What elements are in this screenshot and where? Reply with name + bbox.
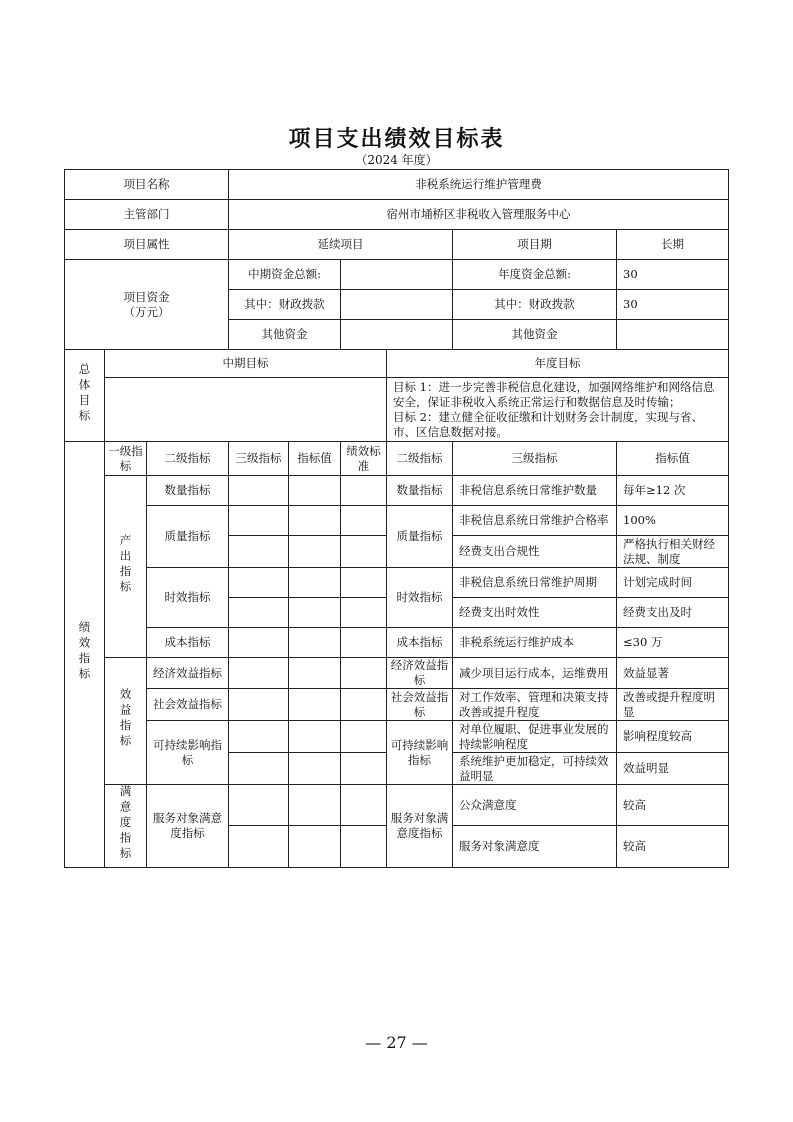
year-fiscal-label: 其中：财政拨款 xyxy=(453,290,617,320)
quality-indicator-b: 质量指标 xyxy=(387,506,453,568)
empty-cell xyxy=(341,598,387,628)
empty-cell xyxy=(341,785,387,826)
project-name-value: 非税系统运行维护管理费 xyxy=(229,170,729,200)
performance-target-table xyxy=(64,169,729,868)
service-indicator-b: 服务对象满意度指标 xyxy=(387,785,453,868)
timeliness-value-1: 计划完成时间 xyxy=(617,568,729,598)
empty-cell xyxy=(341,628,387,658)
header-value: 指标值 xyxy=(289,442,341,476)
header-level2: 二级指标 xyxy=(147,442,229,476)
fund-label-text: 项目资金 xyxy=(123,289,170,304)
header-level3: 三级指标 xyxy=(229,442,289,476)
fund-label xyxy=(65,260,229,350)
empty-cell xyxy=(289,476,341,506)
page-title: 项目支出绩效目标表 xyxy=(288,126,505,152)
mid-total-label: 中期资金总额: xyxy=(229,260,341,290)
economic-level3: 减少项目运行成本，运维费用 xyxy=(453,658,617,689)
period-value: 长期 xyxy=(617,230,729,260)
empty-cell xyxy=(289,721,341,753)
cost-indicator-b: 成本指标 xyxy=(387,628,453,658)
empty-cell xyxy=(341,826,387,867)
service-value-1: 较高 xyxy=(617,785,729,826)
quantity-indicator: 数量指标 xyxy=(147,476,229,506)
header-level1: 一级指标 xyxy=(105,442,147,476)
cost-value: ≤30 万 xyxy=(617,628,729,658)
empty-cell xyxy=(289,628,341,658)
empty-cell xyxy=(341,658,387,689)
quality-level3-2: 经费支出合规性 xyxy=(453,536,617,568)
attr-label: 项目属性 xyxy=(65,230,229,260)
empty-cell xyxy=(289,826,341,867)
empty-cell xyxy=(341,568,387,598)
mid-other-value xyxy=(341,320,453,350)
empty-cell xyxy=(289,536,341,568)
satisfaction-indicator-text: 满意度指标 xyxy=(118,785,133,863)
empty-cell xyxy=(229,598,289,628)
timeliness-indicator: 时效指标 xyxy=(147,568,229,628)
empty-cell xyxy=(229,689,289,721)
empty-cell xyxy=(289,568,341,598)
mid-fiscal-value xyxy=(341,290,453,320)
empty-cell xyxy=(341,721,387,753)
service-level3-2: 服务对象满意度 xyxy=(453,826,617,867)
empty-cell xyxy=(289,689,341,721)
quantity-level3: 非税信息系统日常维护数量 xyxy=(453,476,617,506)
empty-cell xyxy=(289,506,341,536)
benefit-indicator-text: 效益指标 xyxy=(118,688,133,750)
empty-cell xyxy=(229,476,289,506)
empty-cell xyxy=(229,826,289,867)
empty-cell xyxy=(229,628,289,658)
quality-level3-1: 非税信息系统日常维护合格率 xyxy=(453,506,617,536)
empty-cell xyxy=(289,785,341,826)
indicators-side-text: 绩效指标 xyxy=(77,621,92,684)
sustain-indicator: 可持续影响指标 xyxy=(147,721,229,785)
empty-cell xyxy=(229,506,289,536)
cost-indicator: 成本指标 xyxy=(147,628,229,658)
economic-value: 效益显著 xyxy=(617,658,729,689)
mid-total-value xyxy=(341,260,453,290)
dept-value: 宿州市埇桥区非税收入管理服务中心 xyxy=(229,200,729,230)
page-number: — 27 — xyxy=(365,1033,428,1052)
year-fiscal-value: 30 xyxy=(617,290,729,320)
dept-label: 主管部门 xyxy=(65,200,229,230)
satisfaction-indicator-label xyxy=(105,785,147,868)
year-goal-header: 年度目标 xyxy=(387,350,729,378)
empty-cell xyxy=(229,785,289,826)
quantity-value: 每年≥12 次 xyxy=(617,476,729,506)
quality-value-1: 100% xyxy=(617,506,729,536)
header-standard: 绩效标准 xyxy=(341,442,387,476)
empty-cell xyxy=(341,536,387,568)
service-level3-1: 公众满意度 xyxy=(453,785,617,826)
year-goal-item-2: 目标 2：建立健全征收征缴和计划财务会计制度，实现与省、市、区信息数据对接。 xyxy=(393,410,704,439)
quantity-indicator-b: 数量指标 xyxy=(387,476,453,506)
economic-indicator: 经济效益指标 xyxy=(147,658,229,689)
empty-cell xyxy=(341,506,387,536)
mid-goal-text xyxy=(105,378,387,442)
mid-other-label: 其他资金 xyxy=(229,320,341,350)
attr-value: 延续项目 xyxy=(229,230,453,260)
output-indicator-label xyxy=(105,476,147,658)
empty-cell xyxy=(289,658,341,689)
year-total-label: 年度资金总额: xyxy=(453,260,617,290)
project-name-label: 项目名称 xyxy=(65,170,229,200)
social-value: 改善或提升程度明显 xyxy=(617,689,729,721)
header-value-b: 指标值 xyxy=(617,442,729,476)
cost-level3: 非税系统运行维护成本 xyxy=(453,628,617,658)
header-level2-b: 二级指标 xyxy=(387,442,453,476)
output-indicator-text: 产出指标 xyxy=(118,533,133,596)
timeliness-level3-2: 经费支出时效性 xyxy=(453,598,617,628)
empty-cell xyxy=(229,568,289,598)
empty-cell xyxy=(341,689,387,721)
quality-value-2: 严格执行相关财经法规、制度 xyxy=(617,536,729,568)
service-indicator: 服务对象满意度指标 xyxy=(147,785,229,868)
empty-cell xyxy=(341,476,387,506)
benefit-indicator-label xyxy=(105,658,147,785)
year-other-label: 其他资金 xyxy=(453,320,617,350)
sustain-value-2: 效益明显 xyxy=(617,753,729,785)
empty-cell xyxy=(341,753,387,785)
quality-indicator: 质量指标 xyxy=(147,506,229,568)
sustain-level3-2: 系统维护更加稳定，可持续效益明显 xyxy=(453,753,617,785)
header-level3-b: 三级指标 xyxy=(453,442,617,476)
empty-cell xyxy=(229,536,289,568)
year-goal-text xyxy=(387,378,729,442)
empty-cell xyxy=(289,598,341,628)
year-other-value xyxy=(617,320,729,350)
timeliness-level3-1: 非税信息系统日常维护周期 xyxy=(453,568,617,598)
year-total-value: 30 xyxy=(617,260,729,290)
timeliness-indicator-b: 时效指标 xyxy=(387,568,453,628)
year-goal-item-1: 目标 1：进一步完善非税信息化建设，加强网络维护和网络信息安全，保证非税收入系统正常运行和数据信息及时传输； xyxy=(393,380,715,409)
sustain-indicator-b: 可持续影响指标 xyxy=(387,721,453,785)
overall-goal-side-text: 总体目标 xyxy=(77,362,92,425)
empty-cell xyxy=(229,753,289,785)
year-subtitle: （2024 年度） xyxy=(355,153,438,167)
service-value-2: 较高 xyxy=(617,826,729,867)
social-indicator-b: 社会效益指标 xyxy=(387,689,453,721)
indicators-side-label xyxy=(65,442,105,868)
period-label: 项目期 xyxy=(453,230,617,260)
sustain-value-1: 影响程度较高 xyxy=(617,721,729,753)
empty-cell xyxy=(229,658,289,689)
sustain-level3-1: 对单位履职、促进事业发展的持续影响程度 xyxy=(453,721,617,753)
empty-cell xyxy=(229,721,289,753)
economic-indicator-b: 经济效益指标 xyxy=(387,658,453,689)
overall-goal-side-label xyxy=(65,350,105,442)
social-indicator: 社会效益指标 xyxy=(147,689,229,721)
mid-fiscal-label: 其中：财政拨款 xyxy=(229,290,341,320)
timeliness-value-2: 经费支出及时 xyxy=(617,598,729,628)
fund-unit-text: （万元） xyxy=(123,304,170,319)
mid-goal-header: 中期目标 xyxy=(105,350,387,378)
social-level3: 对工作效率、管理和决策支持改善或提升程度 xyxy=(453,689,617,721)
empty-cell xyxy=(289,753,341,785)
